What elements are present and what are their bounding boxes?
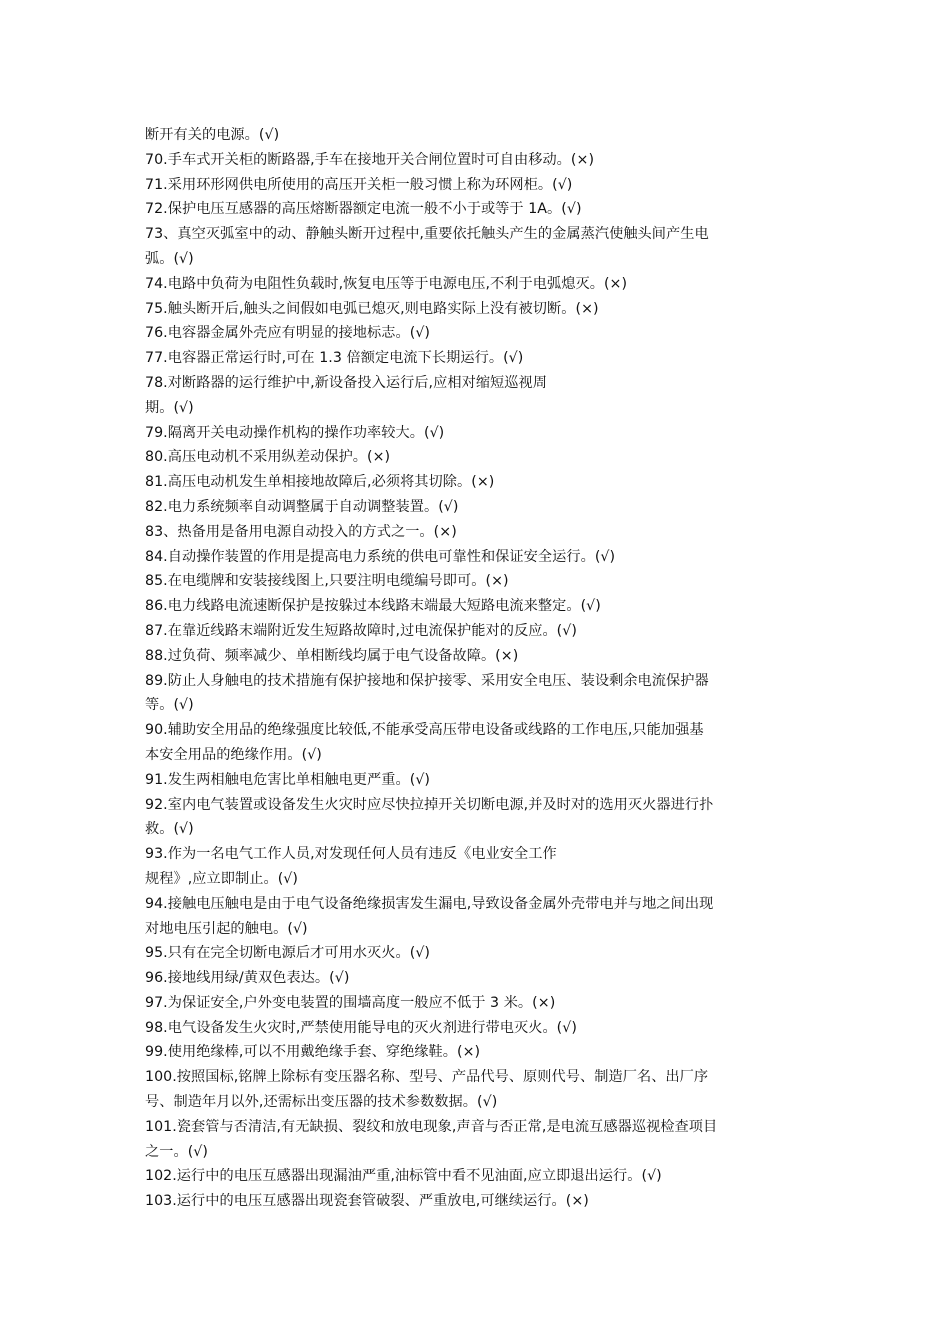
text-line: 91.发生两相触电危害比单相触电更严重。(√) — [145, 771, 431, 788]
text-line: 100.按照国标,铭牌上除标有变压器名称、型号、产品代号、原则代号、制造厂名、出厂序 — [145, 1069, 709, 1086]
text-line: 79.隔离开关电动操作机构的操作功率较大。(√) — [145, 424, 445, 441]
text-line: 82.电力系统频率自动调整属于自动调整装置。(√) — [145, 498, 459, 515]
text-line: 78.对断路器的运行维护中,新设备投入运行后,应相对缩短巡视周 — [145, 374, 548, 391]
text-line: 等。(√) — [145, 697, 194, 714]
text-line: 88.过负荷、频率减少、单相断线均属于电气设备故障。(×) — [145, 647, 519, 664]
text-line: 70.手车式开关柜的断路器,手车在接地开关合闸位置时可自由移动。(×) — [145, 151, 595, 168]
text-line: 96.接地线用绿/黄双色表达。(√) — [145, 970, 350, 987]
text-line: 94.接触电压触电是由于电气设备绝缘损害发生漏电,导致设备金属外壳带电并与地之间出现 — [145, 895, 714, 912]
document-body — [145, 123, 810, 1214]
text-line: 对地电压引起的触电。(√) — [145, 920, 308, 937]
text-line: 103.运行中的电压互感器出现瓷套管破裂、严重放电,可继续运行。(×) — [145, 1193, 589, 1210]
text-line: 规程》,应立即制止。(√) — [145, 870, 298, 887]
text-line: 97.为保证安全,户外变电装置的围墙高度一般应不低于 3 米。(×) — [145, 994, 556, 1011]
text-line: 弧。(√) — [145, 250, 194, 267]
text-line: 71.采用环形网供电所使用的高压开关柜一般习惯上称为环网柜。(√) — [145, 176, 573, 193]
text-line: 76.电容器金属外壳应有明显的接地标志。(√) — [145, 325, 431, 342]
text-line: 89.防止人身触电的技术措施有保护接地和保护接零、采用安全电压、装设剩余电流保护器 — [145, 672, 709, 689]
text-line: 85.在电缆牌和安装接线图上,只要注明电缆编号即可。(×) — [145, 573, 509, 590]
text-line: 80.高压电动机不采用纵差动保护。(×) — [145, 449, 391, 466]
text-line: 92.室内电气装置或设备发生火灾时应尽快拉掉开关切断电源,并及时对的选用灭火器进行扑 — [145, 796, 714, 813]
text-line: 之一。(√) — [145, 1143, 208, 1160]
text-line: 101.瓷套管与否清洁,有无缺损、裂纹和放电现象,声音与否正常,是电流互感器巡视检查项目 — [145, 1118, 718, 1135]
text-line: 断开有关的电源。(√) — [145, 127, 280, 143]
text-line: 87.在靠近线路末端附近发生短路故障时,过电流保护能对的反应。(√) — [145, 622, 577, 639]
text-line: 98.电气设备发生火灾时,严禁使用能导电的灭火剂进行带电灭火。(√) — [145, 1019, 577, 1036]
text-line: 83、热备用是备用电源自动投入的方式之一。(×) — [145, 523, 457, 540]
text-line: 95.只有在完全切断电源后才可用水灭火。(√) — [145, 945, 431, 962]
text-line: 期。(√) — [145, 399, 194, 416]
text-line: 74.电路中负荷为电阻性负载时,恢复电压等于电源电压,不利于电弧熄灭。(×) — [145, 275, 628, 292]
text-line: 号、制造年月以外,还需标出变压器的技术参数数据。(√) — [145, 1094, 498, 1111]
text-line: 本安全用品的绝缘作用。(√) — [145, 746, 322, 763]
text-line: 86.电力线路电流速断保护是按躲过本线路末端最大短路电流来整定。(√) — [145, 598, 601, 615]
text-line: 84.自动操作装置的作用是提高电力系统的供电可靠性和保证安全运行。(√) — [145, 548, 616, 565]
text-line: 75.触头断开后,触头之间假如电弧已熄灭,则电路实际上没有被切断。(×) — [145, 300, 599, 317]
text-line: 救。(√) — [145, 821, 194, 838]
text-line: 90.辅助安全用品的绝缘强度比较低,不能承受高压带电设备或线路的工作电压,只能加强基 — [145, 722, 704, 739]
text-line: 73、真空灭弧室中的动、静触头断开过程中,重要依托触头产生的金属蒸汽使触头间产生电 — [145, 226, 709, 243]
text-line: 77.电容器正常运行时,可在 1.3 倍额定电流下长期运行。(√) — [145, 350, 524, 367]
text-line: 99.使用绝缘棒,可以不用戴绝缘手套、穿绝缘鞋。(×) — [145, 1044, 481, 1061]
text-line: 93.作为一名电气工作人员,对发现任何人员有违反《电业安全工作 — [145, 846, 557, 863]
text-line: 72.保护电压互感器的高压熔断器额定电流一般不小于或等于 1A。(√) — [145, 201, 582, 218]
text-line: 102.运行中的电压互感器出现漏油严重,油标管中看不见油面,应立即退出运行。(√) — [145, 1168, 662, 1185]
text-line: 81.高压电动机发生单相接地故障后,必须将其切除。(×) — [145, 474, 495, 491]
